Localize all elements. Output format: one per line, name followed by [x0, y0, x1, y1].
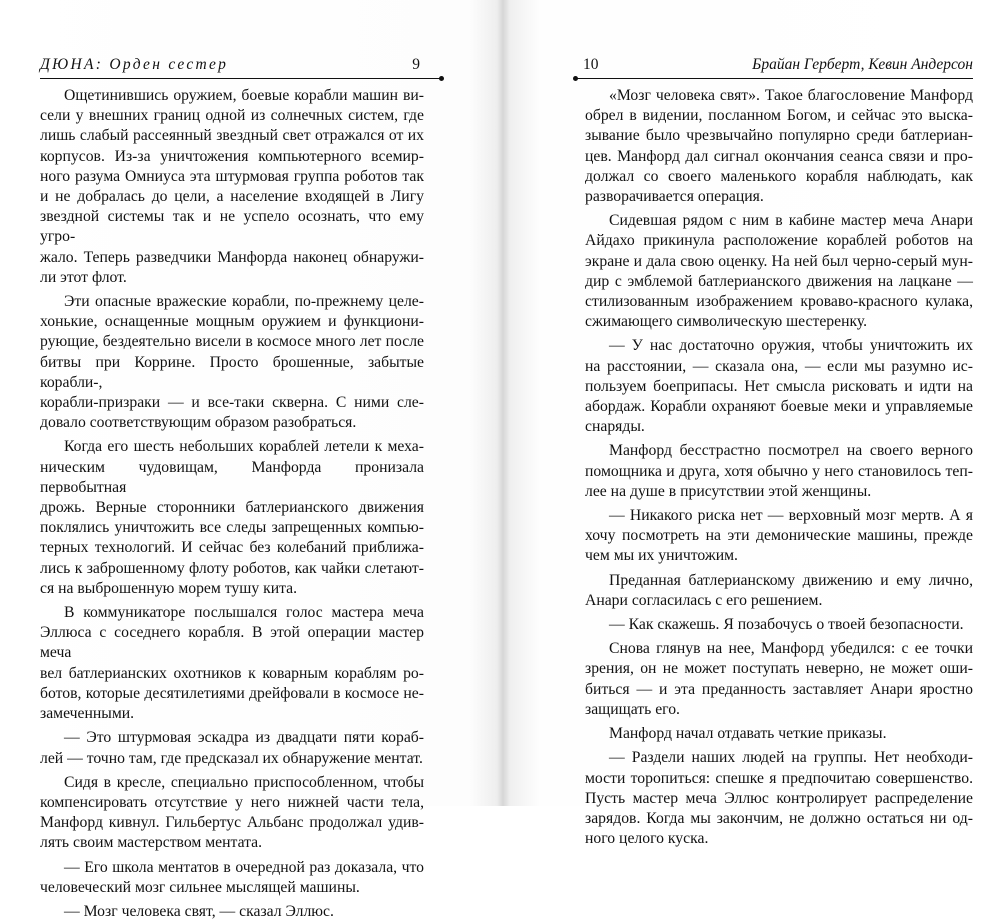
text-line: Сидевшая рядом с ним в кабине мастер меча Анари: [609, 212, 973, 230]
left-page-body: [40, 86, 424, 922]
text-line: стилизованным изображением кроваво-красного кулака,: [585, 293, 973, 311]
text-line: пользуем боеприпасы. Нет смысла рисковать и идти на: [585, 377, 973, 395]
text-line: зывание было чрезвычайно популярно среди батлериан-: [585, 127, 973, 145]
text-line: Ощетинившись оружием, боевые корабли машин ви-: [64, 87, 424, 104]
header-rule: [40, 78, 442, 79]
text-line: В коммуникаторе послышался голос мастера меча: [64, 604, 424, 622]
header-rule: [575, 78, 973, 79]
text-line: поклялись уничтожить все следы запрещенных компью-: [40, 519, 424, 537]
left-page: [0, 0, 500, 920]
text-line: — Это штурмовая эскадра из двадцати пяти кораб-: [64, 729, 424, 747]
text-line: ническим чудовищам, Манфорда пронизала первобытная: [40, 458, 424, 496]
right-page-body: [585, 86, 973, 849]
text-line: ся на выброшенную морем тушу кита.: [40, 579, 298, 597]
text-line: экране и дала свою оценку. На ней был черно-серый мун-: [585, 252, 973, 270]
running-title: Брайан Герберт, Кевин Андерсон: [752, 56, 973, 73]
text-line: Манфорд бесстрастно посмотрел на своего верного: [609, 442, 973, 460]
text-line: лее на душе в присутствии этой женщины.: [585, 482, 872, 500]
text-line: компенсировать отсутствие у него нижней части тела,: [40, 793, 424, 811]
text-line: дир с эмблемой батлерианского движения на лацкане —: [585, 272, 973, 290]
text-line: чем мы их уничтожим.: [585, 547, 738, 565]
text-line: ного разума Омниуса эта штурмовая группа роботов так: [40, 167, 424, 185]
text-line: зарядов. Когда мы закончим, не должно остаться ни од-: [585, 809, 973, 827]
text-line: снаряды.: [585, 418, 645, 436]
text-line: Анари согласилась с его решением.: [585, 591, 823, 609]
text-line: сжимающего символическую шестеренку.: [585, 313, 868, 331]
text-line: цев. Манфорд дал сигнал окончания сеанса связи и про-: [585, 147, 973, 165]
text-line: Эллюса с соседнего корабля. В этой операции мастер меча: [40, 624, 424, 662]
text-line: рующие, бездеятельно висели в космосе много лет после: [40, 333, 424, 351]
text-line: мости торопиться: спешке я предпочитаю совершенство.: [585, 769, 973, 787]
left-page-header: [40, 56, 420, 78]
text-line: ботов, которые десятилетиями дрейфовали в космосе не-: [40, 684, 424, 702]
text-line: обрел в видении, посланном Богом, и сейчас это выска-: [585, 107, 973, 125]
text-line: на расстоянии, — сказала она, — если мы разумно ис-: [585, 357, 973, 375]
text-line: лять своим мастерством ментата.: [40, 834, 263, 852]
text-line: Эти опасные вражеские корабли, по-прежнему целе-: [64, 293, 424, 311]
page-number: 9: [412, 56, 420, 73]
text-line: Когда его шесть небольших кораблей летели к меха-: [64, 438, 424, 456]
text-line: лишь слабый рассеянный звездный свет отражался от их: [40, 127, 424, 145]
text-line: лей — точно там, где предсказал их обнаружение ментат.: [40, 749, 423, 767]
text-line: Айдахо прикинула расположение кораблей роботов на: [585, 232, 973, 250]
running-title: ДЮНА: Орден сестер: [40, 56, 229, 73]
text-line: битвы при Коррине. Просто брошенные, забытые корабли-,: [40, 353, 424, 391]
text-line: довало соответствующим образом разобраться.: [40, 414, 357, 432]
text-line: — Никакого риска нет — верховный мозг мертв. А я: [609, 507, 973, 525]
text-line: человеческий мозг сильнее мыслящей машины.: [40, 878, 360, 896]
text-line: — У нас достаточно оружия, чтобы уничтожить их: [609, 337, 973, 355]
text-line: зрения, он не может поступать неверно, не может оши-: [585, 660, 973, 678]
right-page: [503, 0, 1001, 848]
text-line: — Как скажешь. Я позабочусь о твоей безопасности.: [609, 616, 964, 634]
text-line: терных технологий. И сейчас без колебаний приближа-: [40, 539, 424, 557]
text-line: ного целого куска.: [585, 830, 709, 848]
text-line: — Раздели наших людей на группы. Нет необходи-: [609, 749, 973, 767]
text-line: хочу посмотреть на эти демонические машины, прежде: [585, 527, 973, 545]
text-line: Сидя в кресле, специально приспособленном, чтобы: [64, 773, 424, 791]
text-line: хонькие, оснащенные мощным оружием и функциони-: [40, 313, 424, 331]
text-line: сели у внешних границ одной из солнечных систем, где: [40, 107, 424, 125]
text-line: Пусть мастер меча Эллюс контролирует распределение: [585, 789, 973, 807]
text-line: дрожь. Верные сторонники батлерианского движения: [40, 499, 424, 517]
text-line: Снова глянув на нее, Манфорд убедился: с ее точки: [609, 640, 973, 658]
text-line: защищать его.: [585, 700, 680, 718]
text-line: — Мозг человека свят, — сказал Эллюс.: [64, 902, 334, 920]
right-page-header: [583, 56, 973, 78]
text-line: помощника и друга, хотя обычно у него становилось теп-: [585, 462, 973, 480]
text-line: «Мозг человека свят». Такое благословение Манфорд: [609, 87, 973, 104]
text-line: замеченными.: [40, 705, 135, 723]
text-line: ли этот флот.: [40, 268, 127, 286]
text-line: вел батлерианских охотников к коварным кораблям ро-: [40, 664, 424, 682]
text-line: жало. Теперь разведчики Манфорда наконец обнаружи-: [40, 248, 424, 266]
text-line: корпусов. Из-за уничтожения компьютерного всемир-: [40, 147, 424, 165]
rule-ornament-dot: [439, 76, 444, 81]
text-line: звездной системы так и не успело осознать, что ему угро-: [40, 208, 424, 246]
text-line: и не добралась до цели, а население входящей в Лигу: [40, 188, 424, 206]
text-line: должал со своего маленького корабля наблюдать, как: [585, 167, 973, 185]
text-line: — Его школа ментатов в очередной раз доказала, что: [64, 858, 424, 876]
text-line: Манфорд кивнул. Гильбертус Альбанс продолжал удив-: [40, 814, 424, 832]
rule-ornament-dot: [573, 76, 578, 81]
text-line: разворачивается операция.: [585, 188, 764, 206]
page-number: 10: [583, 56, 599, 73]
text-line: абордаж. Корабли охраняют боевые меки и управляемые: [585, 398, 973, 416]
text-line: Манфорд начал отдавать четкие приказы.: [609, 725, 887, 743]
text-line: биться — и эта преданность заставляет Анари яростно: [585, 680, 973, 698]
text-line: корабли-призраки — и все-таки скверна. С ними сле-: [40, 394, 424, 412]
text-line: лись к заброшенному флоту роботов, как чайки слетают-: [40, 559, 424, 577]
text-line: Преданная батлерианскому движению и ему лично,: [609, 571, 973, 589]
